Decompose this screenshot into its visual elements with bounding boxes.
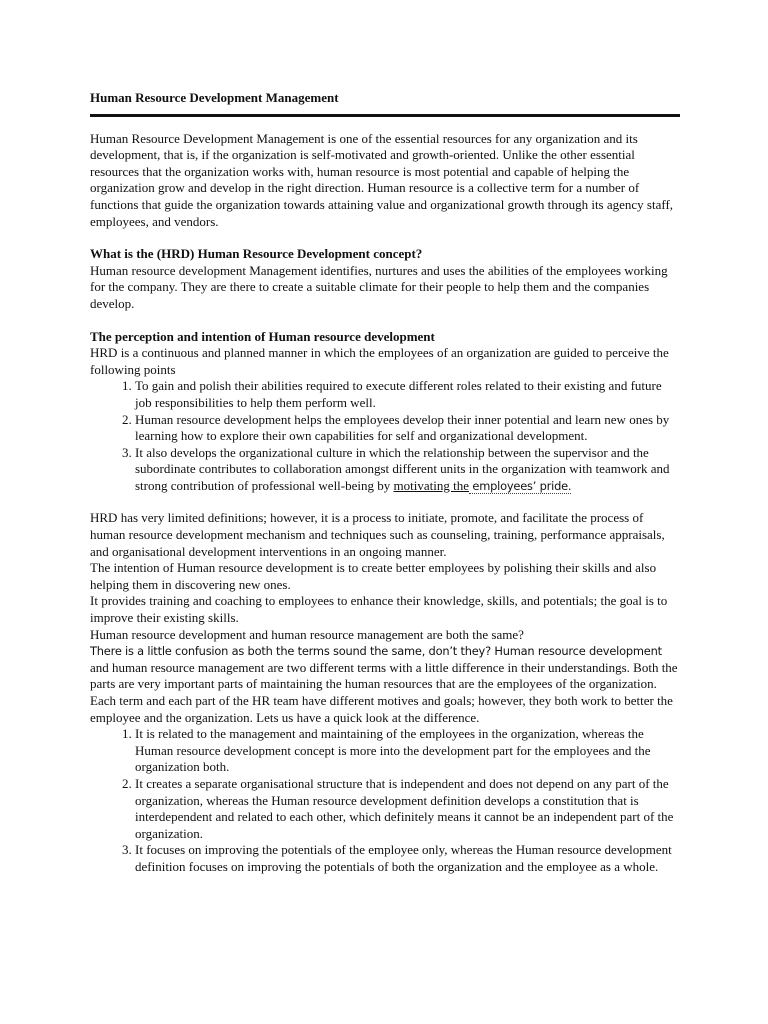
handwritten-sentence: There is a little confusion as both the terms sound the same, don’t they? Human resource development	[90, 644, 662, 659]
list-item-text: It also develops the organizational culture in which the relationship between the supervisor and the subordinate contributes to collaboration amongst different units in the organization with teamwork and strong contribution of professional well-being by	[135, 444, 670, 493]
list-item: 1. It is related to the management and maintaining of the employees in the organization, whereas the Human resource development concept is more into the development part for the employees and the organization both.	[135, 726, 680, 776]
perception-paragraph: HRD is a continuous and planned manner in which the employees of an organization are guided to perceive the following points	[90, 345, 669, 377]
hrd-training-paragraph: It provides training and coaching to employees to enhance their knowledge, skills, and potentials; the goal is to improve their existing skills.	[90, 593, 668, 626]
handwritten-phrase: employees’ pride.	[468, 478, 572, 493]
perception-list	[90, 378, 680, 494]
hrd-concept-paragraph: Human resource development Management identifies, nurtures and uses the abilities of the employees working for the company. They are there to create a suitable climate for their people to help them and the companies develop.	[90, 262, 668, 311]
difference-list	[90, 726, 680, 875]
hrd-definition-paragraph: HRD has very limited definitions; however, it is a process to initiate, promote, and facilitate the process of human resource development mechanism and techniques such as counseling, training, performance appraisals, and organisational development interventions in an ongoing manner.	[90, 510, 665, 559]
document-page	[90, 90, 680, 876]
list-item: 2. Human resource development helps the employees develop their inner potential and learn new ones by learning how to explore their own capabilities for self and organizational development.	[135, 412, 680, 445]
hrd-vs-hrm-paragraph	[90, 643, 680, 726]
document-title: Human Resource Development Management	[90, 90, 680, 117]
section-heading-hrd-concept: What is the (HRD) Human Resource Development concept?	[90, 246, 423, 262]
difference-text: and human resource management are two different terms with a little difference in their understandings. Both the parts are very important parts of maintaining the human resources that are the employees of the organization. Each term and each part of the HR team have different motives and goals; however, they both work to better the employee and the organization. Lets us have a quick look at the difference.	[90, 659, 678, 725]
hrd-intention-paragraph: The intention of Human resource development is to create better employees by polishing their skills and also helping them in discovering new ones.	[90, 560, 657, 592]
hrd-vs-hrm-question: Human resource development and human resource management are both the same?	[90, 626, 524, 642]
underlined-phrase: motivating the	[393, 477, 469, 493]
intro-paragraph: Human Resource Development Management is one of the essential resources for any organization and its development, that is, if the organization is self-motivated and growth-oriented. Unlike the other essential resources that the organization works with, human resource is most potential and capable of helping the organization grow and develop in the right direction. Human resource is a collective term for a number of functions that guide the organization towards attaining value and organizational growth through its agency staff, employees, and vendors.	[90, 130, 674, 229]
list-item: 2. It creates a separate organisational structure that is independent and does not depend on any part of the organization, whereas the Human resource development definition develops a constitution that is interdependent and related to each other, which definitely means it cannot be an independent part of the organization.	[135, 776, 680, 842]
list-item	[135, 445, 680, 495]
list-item: 3. It focuses on improving the potentials of the employee only, whereas the Human resource development definition focuses on improving the potentials of both the organization and the employee as a whole.	[135, 842, 680, 875]
section-heading-perception: The perception and intention of Human resource development	[90, 328, 435, 344]
list-item: 1. To gain and polish their abilities required to execute different roles related to their existing and future job responsibilities to help them perform well.	[135, 378, 680, 411]
